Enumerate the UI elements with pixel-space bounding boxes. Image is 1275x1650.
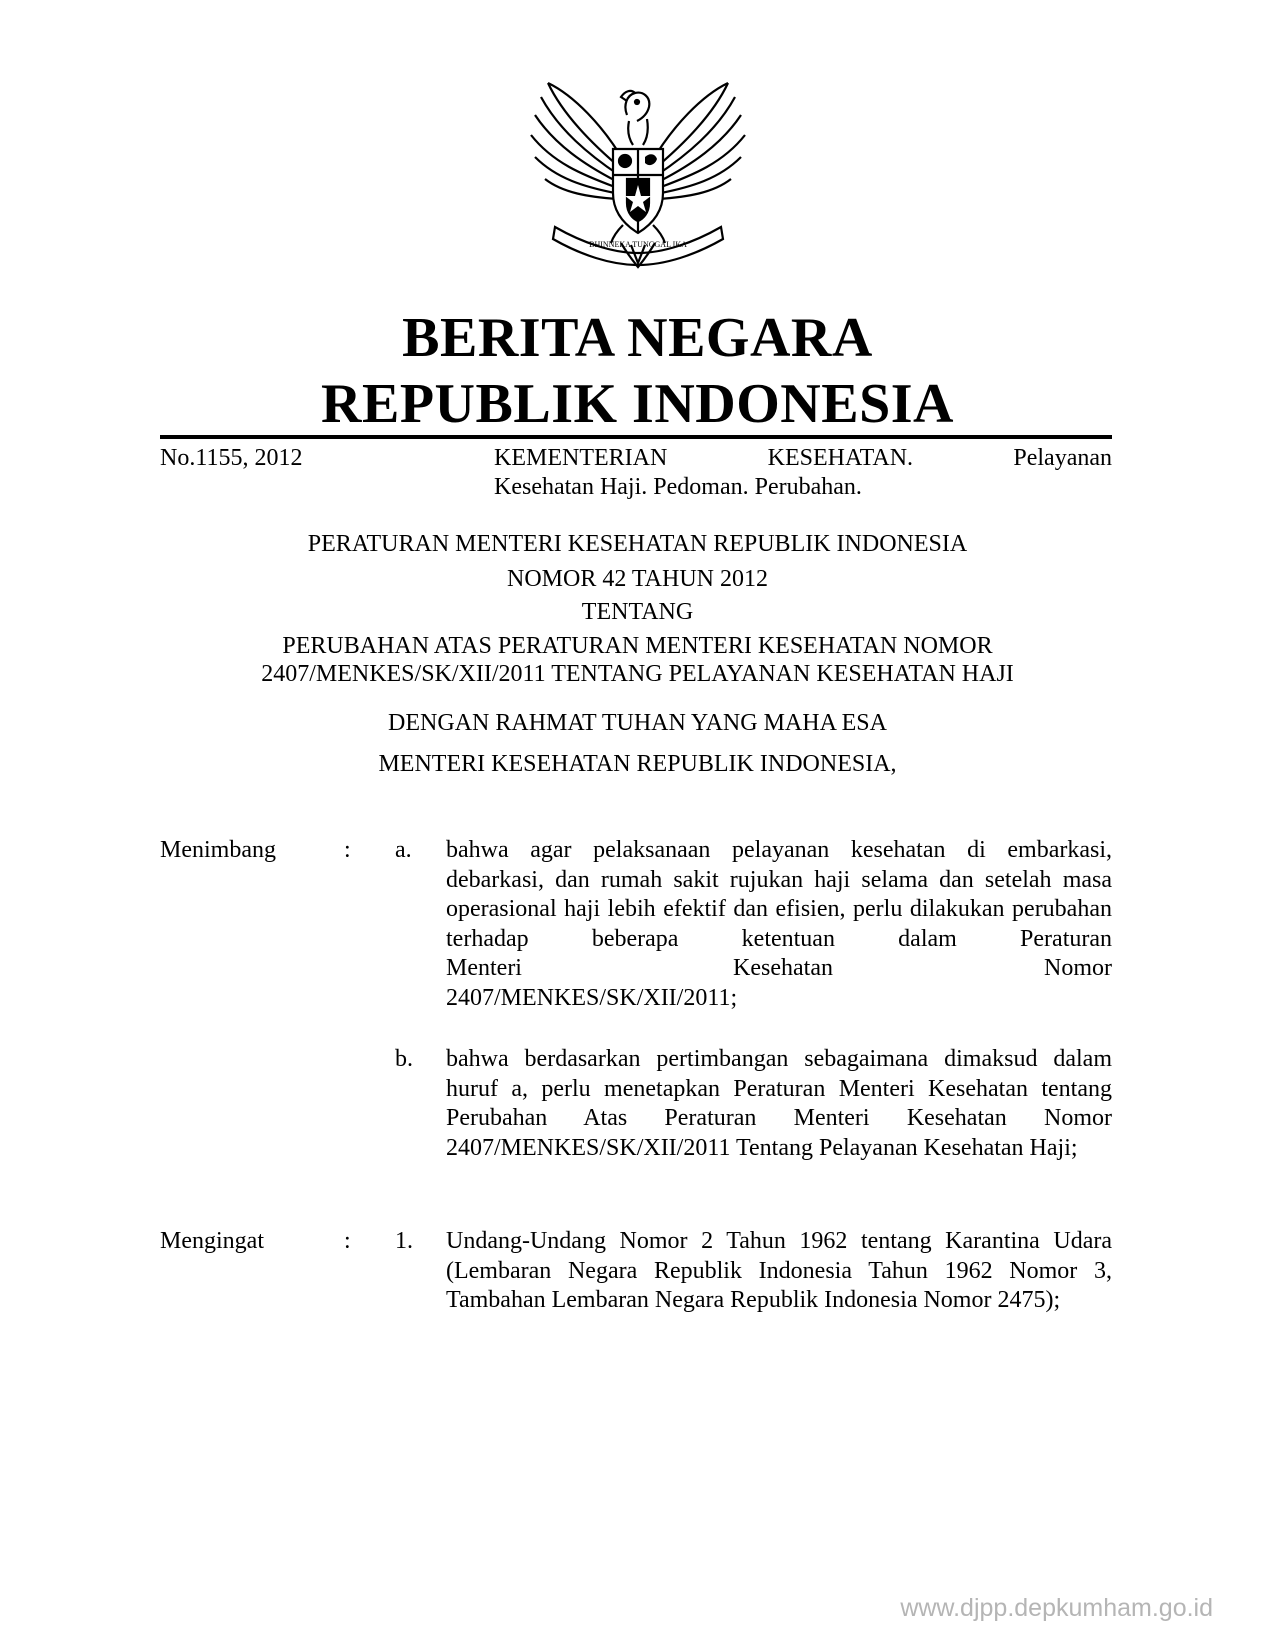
emblem-motto: BHINNEKA TUNGGAL IKA (589, 240, 687, 249)
subject-word: Pelayanan (1013, 445, 1112, 471)
menimbang-colon: : (344, 837, 351, 863)
invocation: DENGAN RAHMAT TUHAN YANG MAHA ESA (388, 710, 887, 736)
subject-line-2: Kesehatan Haji. Pedoman. Perubahan. (494, 474, 862, 500)
regulation-tentang: TENTANG (581, 599, 694, 625)
item-text-end: 2407/MENKES/SK/XII/2011; (446, 984, 738, 1011)
header-divider (160, 435, 1112, 439)
item-word: Kesehatan (733, 955, 833, 982)
subject-word: KESEHATAN. (767, 445, 914, 471)
subject-word: KEMENTERIAN (494, 445, 668, 471)
menimbang-label: Menimbang (160, 837, 276, 863)
regulation-subject-line-2: 2407/MENKES/SK/XII/2011 TENTANG PELAYANAN KESEHATAN HAJI (261, 661, 1014, 687)
footer-url-link[interactable]: www.djpp.depkumham.go.id (900, 1594, 1213, 1622)
item-marker: 1. (395, 1228, 413, 1254)
gazette-subtitle: REPUBLIK INDONESIA (321, 373, 954, 435)
regulation-subject-line-1: PERUBAHAN ATAS PERATURAN MENTERI KESEHATAN NOMOR (282, 633, 993, 659)
item-text: Undang-Undang Nomor 2 Tahun 1962 tentang Karantina Udara (Lembaran Negara Republik Indonesia Tahun 1962 Nomor 3, Tambahan Lembaran Negara Republik Indonesia Nomor 2475); (446, 1228, 1112, 1314)
regulation-title: PERATURAN MENTERI KESEHATAN REPUBLIK INDONESIA (307, 531, 968, 557)
mengingat-label: Mengingat (160, 1228, 264, 1254)
issue-subject (494, 444, 1112, 502)
item-text: bahwa berdasarkan pertimbangan sebagaimana dimaksud dalam huruf a, perlu menetapkan Peraturan Menteri Kesehatan tentang Perubahan Atas Peraturan Menteri Kesehatan Nomor 2407/MENKES/SK/XII/2011 Tentang Pelayanan Kesehatan Haji; (446, 1046, 1112, 1161)
gazette-title: BERITA NEGARA (402, 307, 873, 369)
mengingat-colon: : (344, 1228, 351, 1254)
regulation-number: NOMOR 42 TAHUN 2012 (507, 566, 768, 592)
issuing-authority: MENTERI KESEHATAN REPUBLIK INDONESIA, (378, 751, 897, 777)
garuda-emblem-icon (523, 75, 753, 275)
item-text (446, 836, 1112, 1014)
item-marker: a. (395, 837, 412, 863)
issue-number: No.1155, 2012 (160, 445, 303, 471)
item-word: Menteri (446, 955, 522, 982)
item-word: Nomor (1044, 955, 1112, 982)
item-text-body: bahwa agar pelaksanaan pelayanan kesehatan di embarkasi, debarkasi, dan rumah sakit rujukan haji selama dan setelah masa operasional haji lebih efektif dan efisien, perlu dilakukan perubahan terhadap beberapa ketentuan dalam Peraturan (446, 837, 1112, 952)
item-marker: b. (395, 1046, 413, 1072)
